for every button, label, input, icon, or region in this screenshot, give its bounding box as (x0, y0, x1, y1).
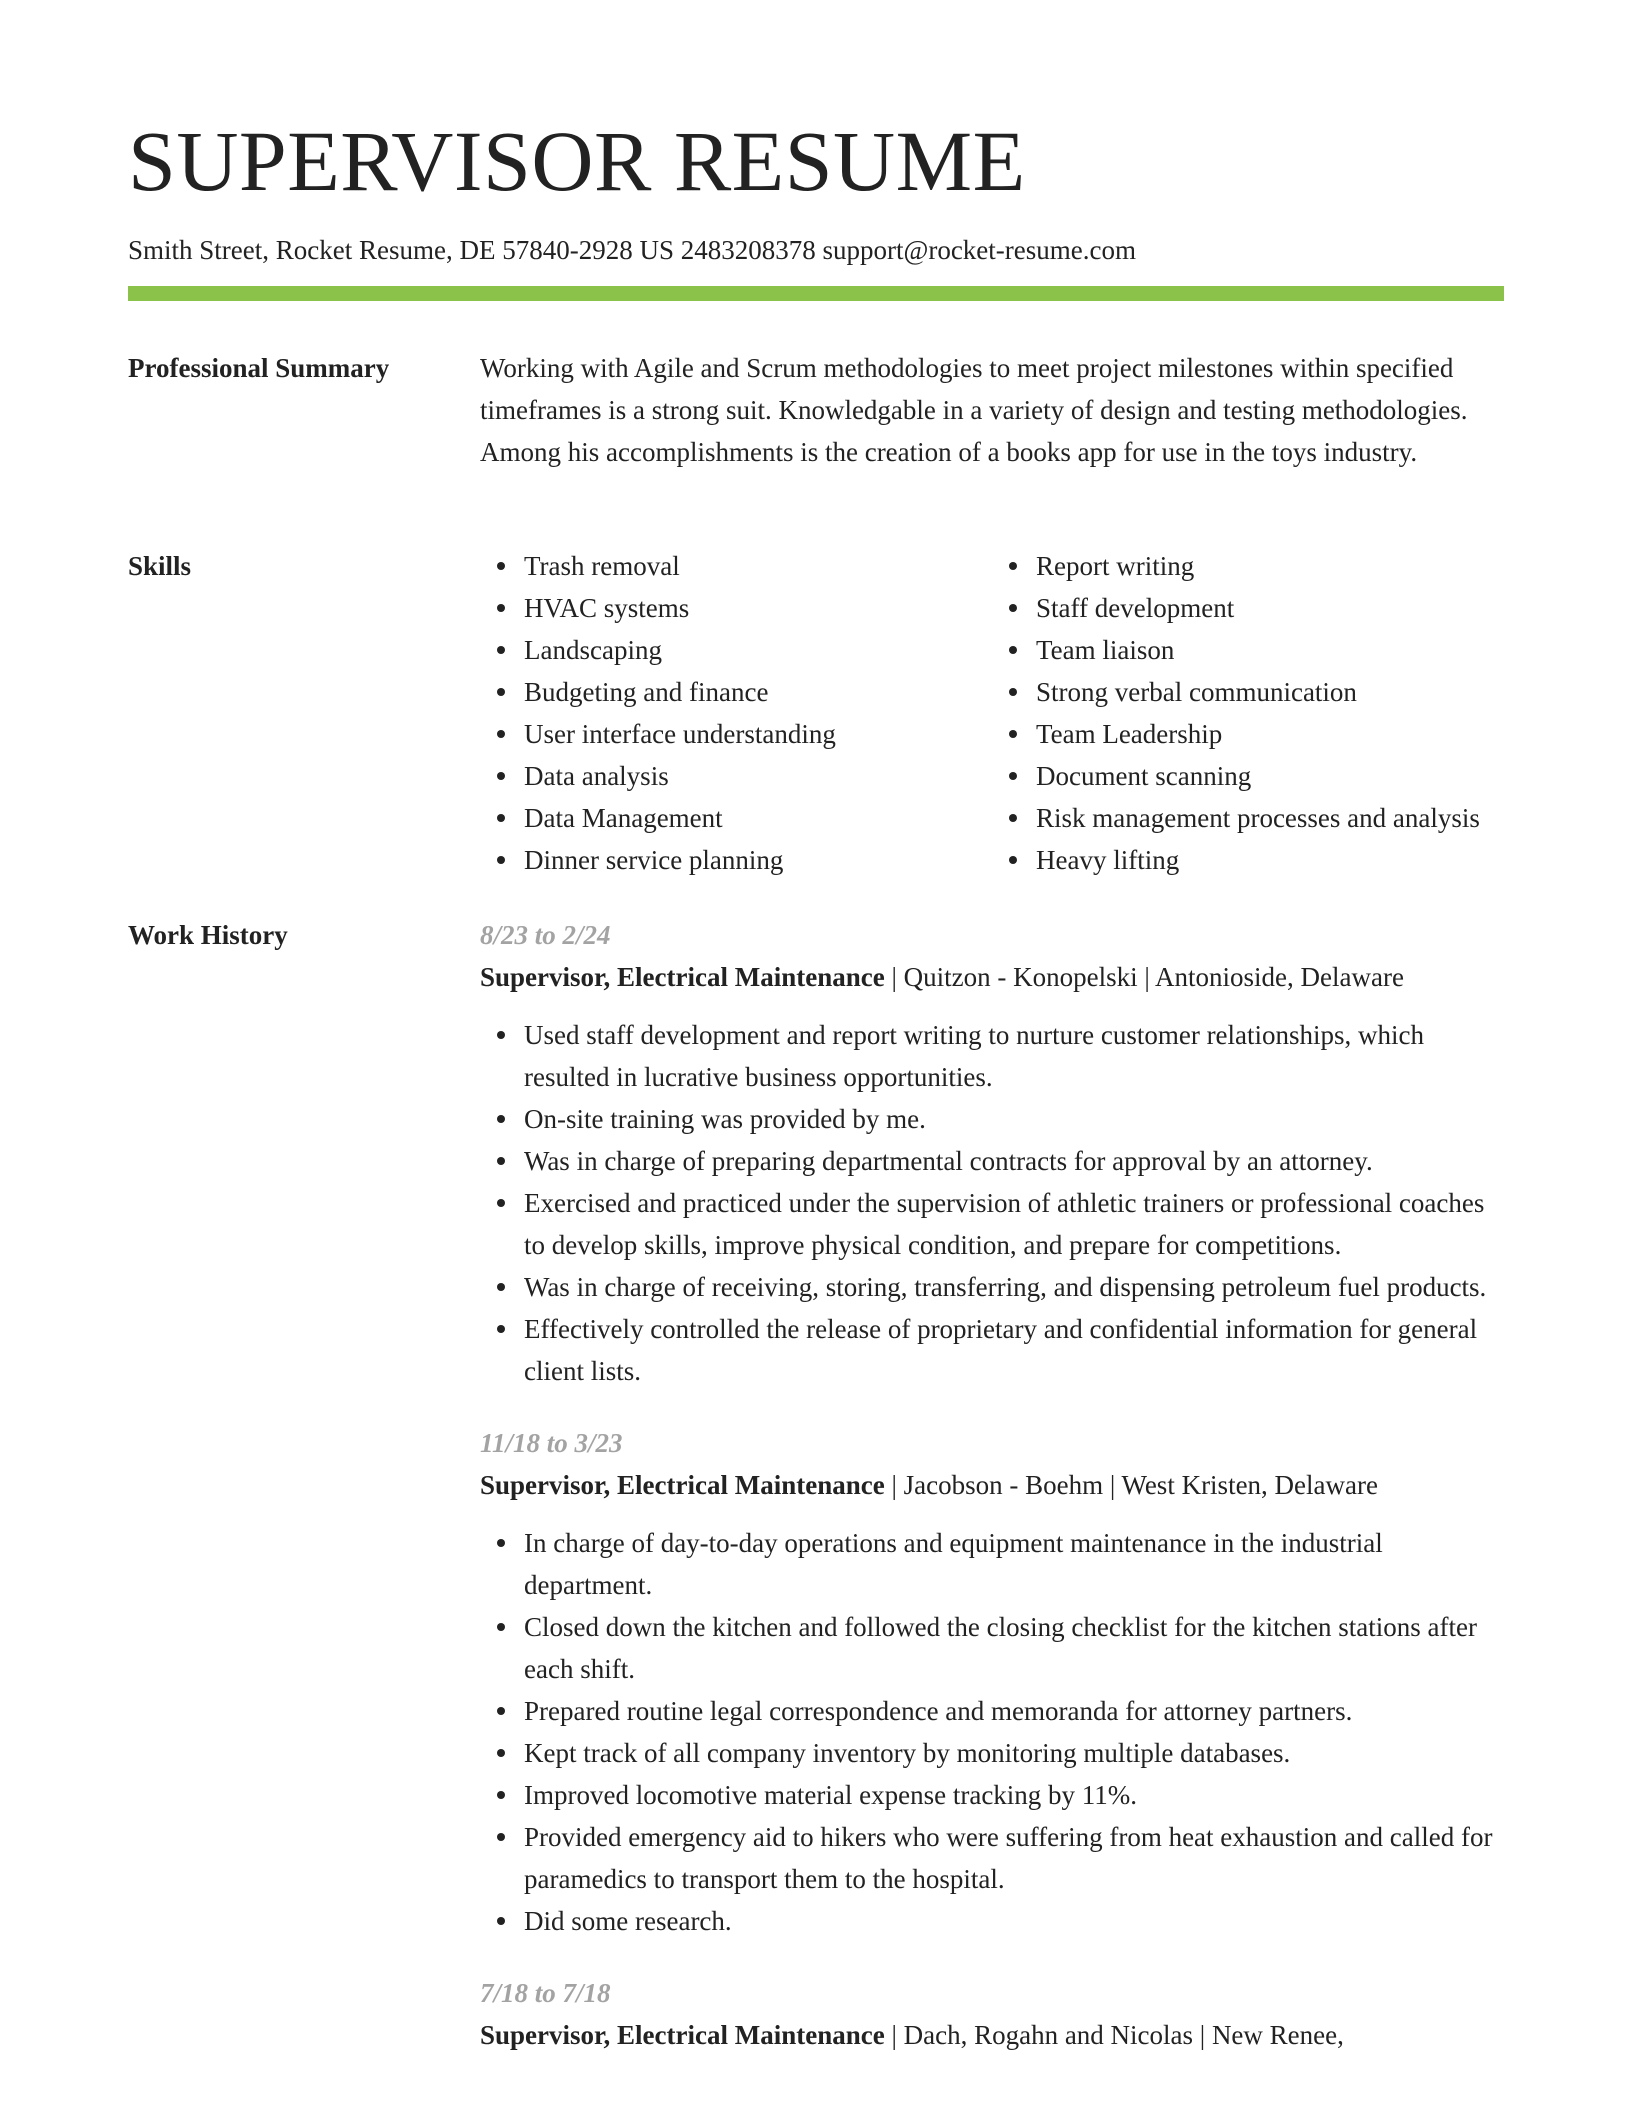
skill-item: Trash removal (524, 545, 992, 587)
job-entry (480, 1972, 1504, 2056)
accent-divider (128, 286, 1504, 301)
job-company: Quitzon - Konopelski (903, 962, 1138, 992)
job-entry (480, 914, 1504, 1392)
job-bullet: Did some research. (524, 1900, 1504, 1942)
skills-list-left (480, 545, 992, 881)
resume-title: SUPERVISOR RESUME (128, 113, 1026, 209)
job-bullet: In charge of day-to-day operations and equipment maintenance in the industrial department. (524, 1522, 1504, 1606)
summary-text: Working with Agile and Scrum methodologies to meet project milestones within specified timeframes is a strong suit. Knowledgable in a variety of design and testing methodologies. Among his accomplishments is the creation of a books app for use in the toys industry. (480, 353, 1468, 467)
job-entry (480, 1422, 1504, 1942)
skill-item: Data Management (524, 797, 992, 839)
separator: | (884, 2020, 904, 2050)
summary-body (480, 347, 1504, 473)
separator: | (884, 1470, 904, 1500)
job-location: New Renee, (1211, 2020, 1344, 2050)
skill-item: Staff development (1036, 587, 1504, 629)
job-bullet: On-site training was provided by me. (524, 1098, 1504, 1140)
job-bullet: Exercised and practiced under the supervision of athletic trainers or professional coaches to develop skills, improve physical condition, and prepare for competitions. (524, 1182, 1504, 1266)
job-heading (480, 956, 1504, 998)
skill-item: Dinner service planning (524, 839, 992, 881)
skill-item: Heavy lifting (1036, 839, 1504, 881)
job-location: West Kristen, Delaware (1121, 1470, 1378, 1500)
contact-line: Smith Street, Rocket Resume, DE 57840-2928 US 2483208378 support@rocket-resume.com (128, 235, 1136, 265)
work-history-label: Work History (128, 920, 288, 950)
job-location: Antonioside, Delaware (1155, 962, 1404, 992)
job-heading (480, 1464, 1504, 1506)
job-bullet: Used staff development and report writing to nurture customer relationships, which resulted in lucrative business opportunities. (524, 1014, 1504, 1098)
job-bullet: Was in charge of preparing departmental contracts for approval by an attorney. (524, 1140, 1504, 1182)
separator: | (884, 962, 904, 992)
job-bullet: Closed down the kitchen and followed the closing checklist for the kitchen stations after each shift. (524, 1606, 1504, 1690)
skill-item: User interface understanding (524, 713, 992, 755)
job-title: Supervisor, Electrical Maintenance (480, 962, 885, 992)
summary-label: Professional Summary (128, 353, 390, 383)
skill-item: Risk management processes and analysis (1036, 797, 1504, 839)
separator: | (1137, 962, 1156, 992)
job-bullet: Prepared routine legal correspondence and memoranda for attorney partners. (524, 1690, 1504, 1732)
job-title: Supervisor, Electrical Maintenance (480, 2020, 885, 2050)
job-heading (480, 2014, 1504, 2056)
job-bullet: Effectively controlled the release of proprietary and confidential information for general client lists. (524, 1308, 1504, 1392)
job-company: Dach, Rogahn and Nicolas (903, 2020, 1194, 2050)
job-bullets (480, 1014, 1504, 1392)
skill-item: Team liaison (1036, 629, 1504, 671)
skills-label: Skills (128, 551, 192, 581)
skill-item: Report writing (1036, 545, 1504, 587)
job-bullet: Improved locomotive material expense tracking by 11%. (524, 1774, 1504, 1816)
skill-item: Data analysis (524, 755, 992, 797)
skill-item: Document scanning (1036, 755, 1504, 797)
separator: | (1193, 2020, 1212, 2050)
skill-item: Budgeting and finance (524, 671, 992, 713)
work-history-body (480, 914, 1504, 2086)
separator: | (1103, 1470, 1122, 1500)
skill-item: Strong verbal communication (1036, 671, 1504, 713)
job-bullet: Provided emergency aid to hikers who were suffering from heat exhaustion and called for paramedics to transport them to the hospital. (524, 1816, 1504, 1900)
job-bullets (480, 1522, 1504, 1942)
job-dates: 7/18 to 7/18 (480, 1978, 611, 2008)
job-bullet: Was in charge of receiving, storing, transferring, and dispensing petroleum fuel products. (524, 1266, 1504, 1308)
skill-item: Team Leadership (1036, 713, 1504, 755)
job-company: Jacobson - Boehm (903, 1470, 1104, 1500)
skills-body (480, 545, 1504, 881)
job-title: Supervisor, Electrical Maintenance (480, 1470, 885, 1500)
job-bullet: Kept track of all company inventory by monitoring multiple databases. (524, 1732, 1504, 1774)
job-dates: 11/18 to 3/23 (480, 1428, 623, 1458)
skill-item: Landscaping (524, 629, 992, 671)
skills-list-right (992, 545, 1504, 881)
job-dates: 8/23 to 2/24 (480, 920, 611, 950)
skill-item: HVAC systems (524, 587, 992, 629)
